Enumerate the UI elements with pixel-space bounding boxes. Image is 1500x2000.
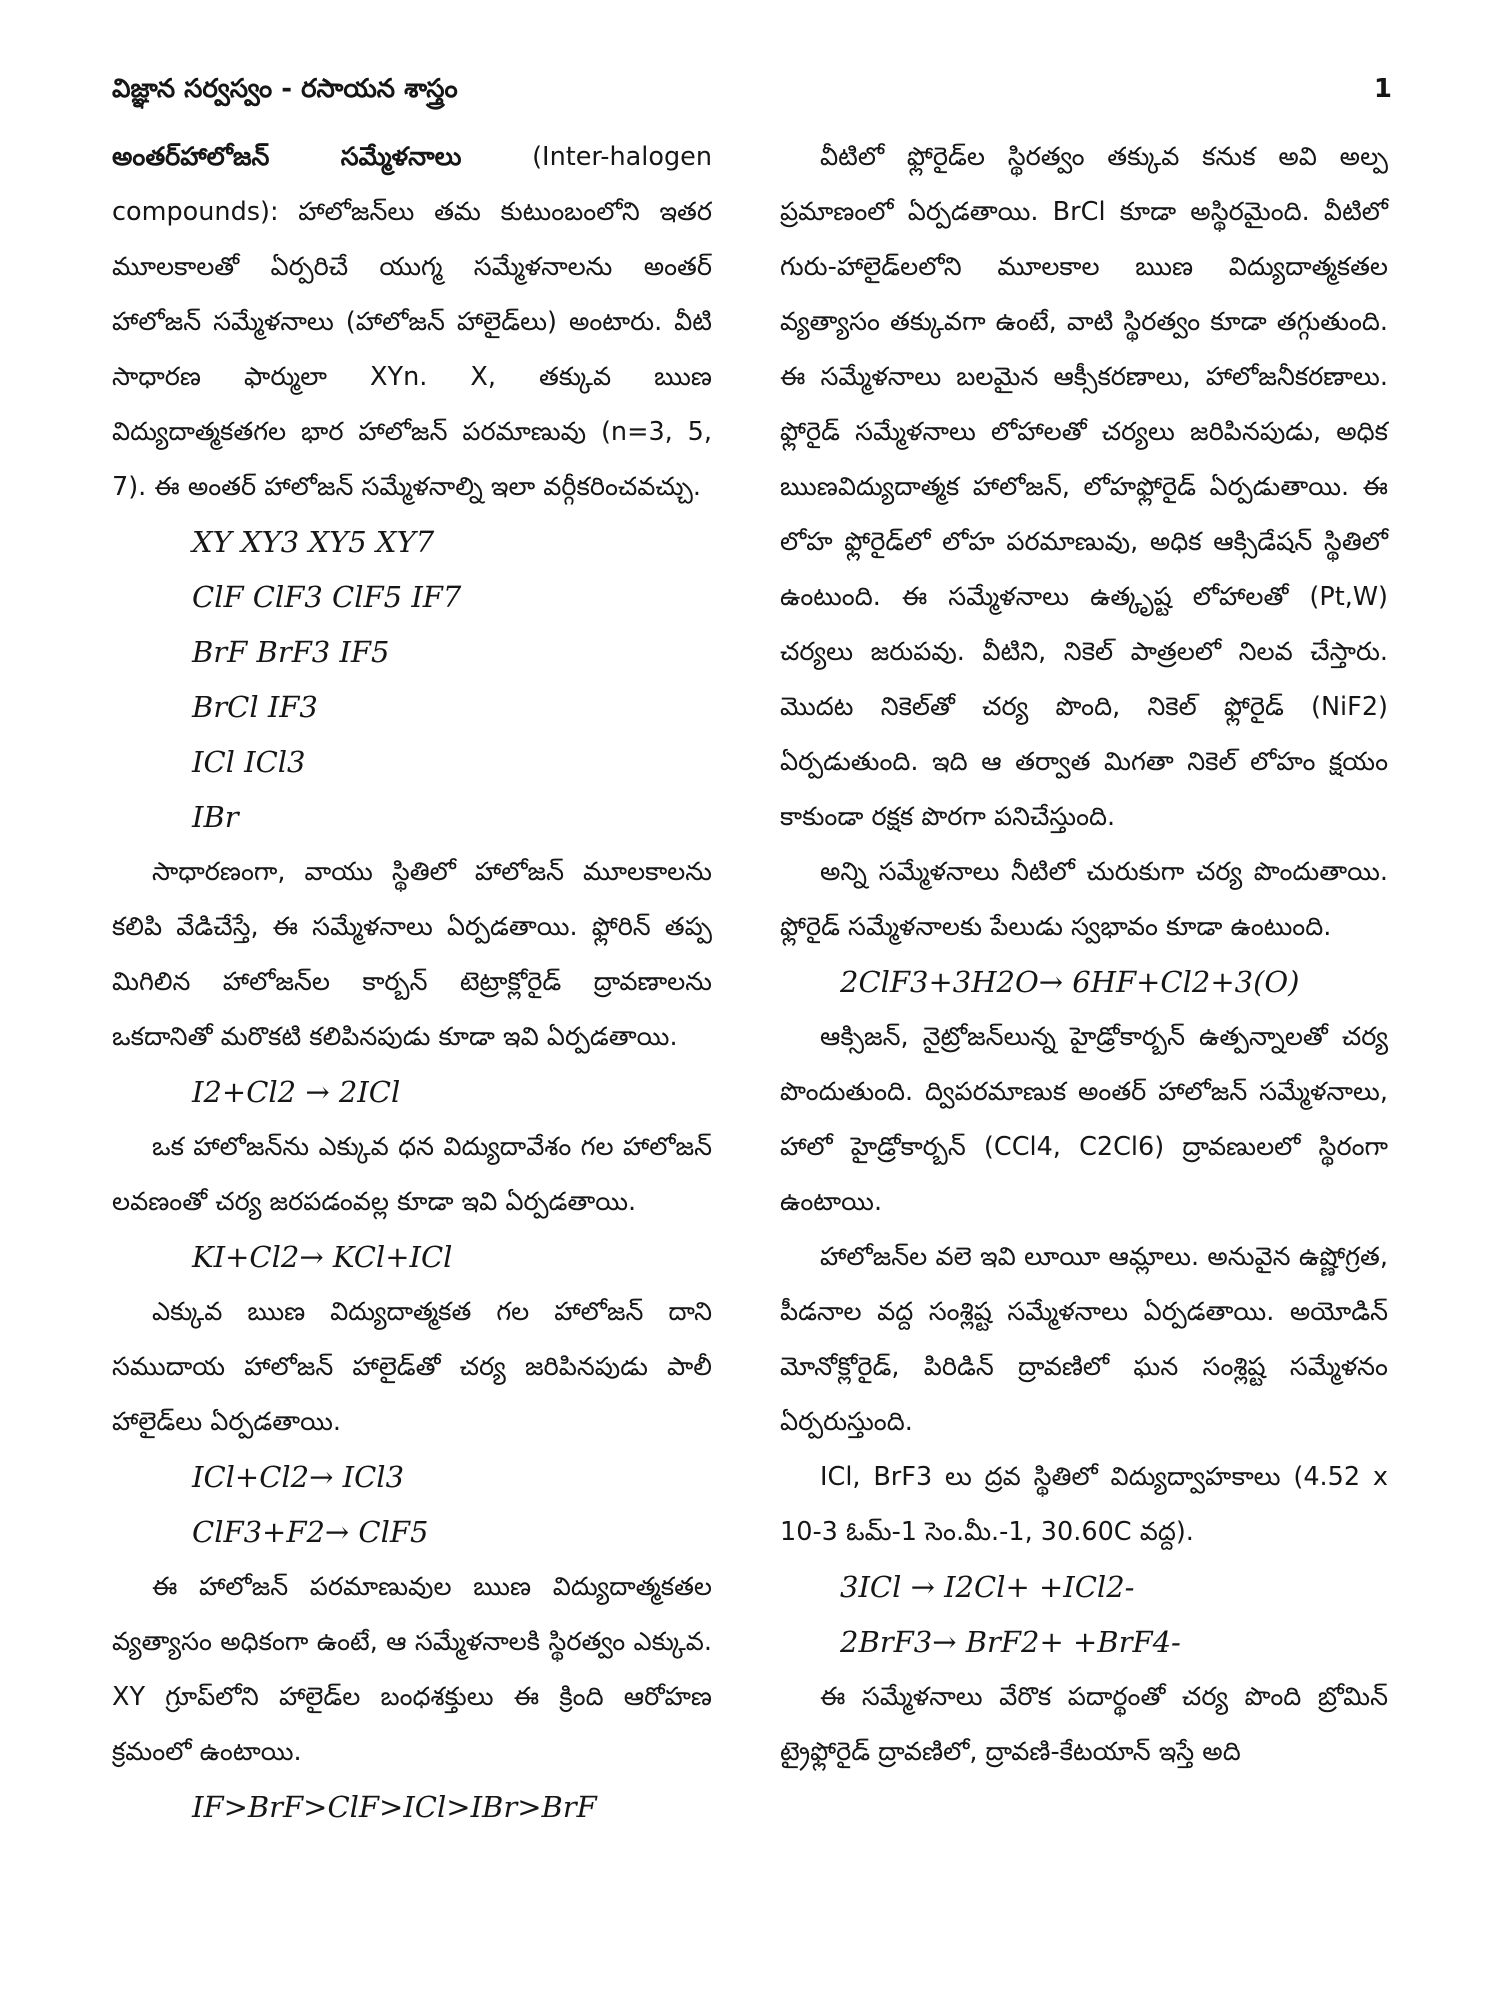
equation: IF>BrF>ClF>ICl>IBr>BrF xyxy=(192,1790,597,1824)
book-title: విజ్ఞాన సర్వస్వం - రసాయన శాస్త్రం xyxy=(112,74,458,104)
intro-text: (Inter-halogen compounds): హాలోజన్‌లు తమ కుటుంబంలోని ఇతర మూలకాలతో ఏర్పరిచే యుగ్మ సమ్మేళనాలను అంతర్ హాలోజన్ సమ్మేళనాలు (హాలోజన్ హాలైడ్‌లు) అంటారు. వీటి సాధారణ ఫార్ములా XYn. X, తక్కువ ఋణ విద్యుదాత్మకతగల భార హాలోజన్ పరమాణువు (n=3, 5, 7). ఈ అంతర్ హాలోజన్ సమ్మేళనాల్ని ఇలా వర్గీకరించవచ్చు. xyxy=(112,142,712,502)
formula-row: ICl ICl3 xyxy=(192,745,306,779)
page-number: 1 xyxy=(1373,74,1392,104)
paragraph: ఆక్సిజన్, నైట్రోజన్‌లున్న హైడ్రోకార్బన్ ఉత్పన్నాలతో చర్య పొందుతుంది. ద్విపరమాణుక అంతర్ హాలోజన్ సమ్మేళనాలు, హాలో హైడ్రోకార్బన్ (CCl4, C2Cl6) ద్రావణులలో స్థిరంగా ఉంటాయి. xyxy=(780,1022,1388,1217)
paragraph: ఈ హాలోజన్ పరమాణువుల ఋణ విద్యుదాత్మకతల వ్యత్యాసం అధికంగా ఉంటే, ఆ సమ్మేళనాలకి స్థిరత్వం ఎక్కువ. XY గ్రూప్‌లోని హాలైడ్‌ల బంధశక్తులు ఈ క్రింది ఆరోహణ క్రమంలో ఉంటాయి. xyxy=(112,1572,712,1767)
paragraph: ఈ సమ్మేళనాలు వేరొక పదార్థంతో చర్య పొంది బ్రోమిన్ ట్రైఫ్లోరైడ్ ద్రావణిలో, ద్రావణి-కేటయాన్ ఇస్తే అది xyxy=(780,1682,1388,1767)
running-header xyxy=(112,74,1392,124)
equation: KI+Cl2→ KCl+ICl xyxy=(192,1240,453,1274)
left-column xyxy=(112,130,712,1835)
formula-row: BrF BrF3 IF5 xyxy=(192,635,390,669)
intro-paragraph xyxy=(112,130,712,515)
formula-row: BrCl IF3 xyxy=(192,690,318,724)
paragraph: సాధారణంగా, వాయు స్థితిలో హాలోజన్ మూలకాలను కలిపి వేడిచేస్తే, ఈ సమ్మేళనాలు ఏర్పడతాయి. ఫ్లోరిన్ తప్ప మిగిలిన హాలోజన్‌ల కార్బన్ టెట్రాక్లోరైడ్ ద్రావణాలను ఒకదానితో మరొకటి కలిపినపుడు కూడా ఇవి ఏర్పడతాయి. xyxy=(112,857,712,1052)
formula-row: ClF ClF3 ClF5 IF7 xyxy=(192,580,462,614)
equation: 2ClF3+3H2O→ 6HF+Cl2+3(O) xyxy=(840,965,1300,999)
paragraph: వీటిలో ఫ్లోరైడ్‌ల స్థిరత్వం తక్కువ కనుక అవి అల్ప ప్రమాణంలో ఏర్పడతాయి. BrCl కూడా అస్థిరమైంది. వీటిలో గురు-హాలైడ్‌లలోని మూలకాల ఋణ విద్యుదాత్మకతల వ్యత్యాసం తక్కువగా ఉంటే, వాటి స్థిరత్వం కూడా తగ్గుతుంది. ఈ సమ్మేళనాలు బలమైన ఆక్సీకరణాలు, హాలోజనీకరణాలు. ఫ్లోరైడ్ సమ్మేళనాలు లోహాలతో చర్యలు జరిపినపుడు, అధిక ఋణవిద్యుదాత్మక హాలోజన్, లోహఫ్లోరైడ్ ఏర్పడుతాయి. ఈ లోహ ఫ్లోరైడ్‌లో లోహ పరమాణువు, అధిక ఆక్సిడేషన్ స్థితిలో ఉంటుంది. ఈ సమ్మేళనాలు ఉత్కృష్ట లోహాలతో (Pt,W) చర్యలు జరుపవు. వీటిని, నికెల్ పాత్రలలో నిలవ చేస్తారు. మొదట నికెల్‌తో చర్య పొంది, నికెల్ ఫ్లోరైడ్ (NiF2) ఏర్పడుతుంది. ఇది ఆ తర్వాత మిగతా నికెల్ లోహం క్షయం కాకుండా రక్షక పొరగా పనిచేస్తుంది. xyxy=(780,142,1388,832)
right-column xyxy=(780,130,1388,1780)
paragraph: ICl, BrF3 లు ద్రవ స్థితిలో విద్యుద్వాహకాలు (4.52 x 10-3 ఓమ్-1 సెం.మీ.-1, 30.60C వద్ద). xyxy=(780,1462,1388,1547)
section-heading: అంతర్‌హాలోజన్ సమ్మేళనాలు xyxy=(112,142,462,172)
paragraph: అన్ని సమ్మేళనాలు నీటిలో చురుకుగా చర్య పొందుతాయి. ఫ్లోరైడ్ సమ్మేళనాలకు పేలుడు స్వభావం కూడా ఉంటుంది. xyxy=(780,857,1388,942)
formula-row: IBr xyxy=(192,800,239,834)
paragraph: ఒక హాలోజన్‌ను ఎక్కువ ధన విద్యుదావేశం గల హాలోజన్ లవణంతో చర్య జరపడంవల్ల కూడా ఇవి ఏర్పడతాయి. xyxy=(112,1132,712,1217)
paragraph: హాలోజన్‌ల వలె ఇవి లూయీ ఆమ్లాలు. అనువైన ఉష్ణోగ్రత, పీడనాల వద్ద సంశ్లిష్ట సమ్మేళనాలు ఏర్పడతాయి. అయోడిన్ మోనోక్లోరైడ్, పిరిడిన్ ద్రావణిలో ఘన సంశ్లిష్ట సమ్మేళనం ఏర్పరుస్తుంది. xyxy=(780,1242,1388,1437)
equation: 2BrF3→ BrF2+ +BrF4- xyxy=(840,1625,1181,1659)
formula-row: XY XY3 XY5 XY7 xyxy=(192,525,435,559)
equation: 3ICl → I2Cl+ +ICl2- xyxy=(840,1570,1135,1604)
equation: ClF3+F2→ ClF5 xyxy=(192,1515,429,1549)
paragraph: ఎక్కువ ఋణ విద్యుదాత్మకత గల హాలోజన్ దాని సముదాయ హాలోజన్ హాలైడ్‌తో చర్య జరిపినపుడు పాలీ హాలైడ్‌లు ఏర్పడతాయి. xyxy=(112,1297,712,1437)
equation: I2+Cl2 → 2ICl xyxy=(192,1075,401,1109)
equation: ICl+Cl2→ ICl3 xyxy=(192,1460,405,1494)
